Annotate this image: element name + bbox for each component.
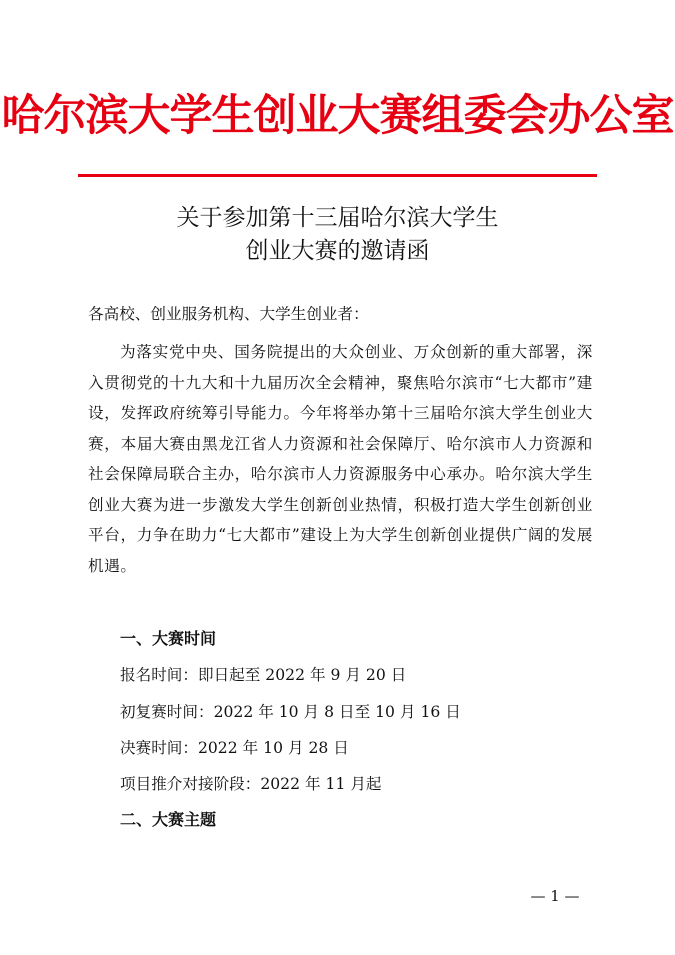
salutation: 各高校、创业服务机构、大学生创业者： [88, 305, 369, 323]
schedule-final: 决赛时间：2022 年 10 月 28 日 [120, 739, 349, 757]
schedule-registration: 报名时间：即日起至 2022 年 9 月 20 日 [120, 666, 407, 684]
schedule-promotion: 项目推介对接阶段：2022 年 11 月起 [120, 775, 382, 793]
section-heading-time: 一、大赛时间 [120, 629, 217, 648]
letterhead-title: 哈尔滨大学生创业大赛组委会办公室 [1, 91, 674, 141]
body-paragraph: 为落实党中央、国务院提出的大众创业、万众创新的重大部署，深入贯彻党的十九大和十九届历次全会精神，聚焦哈尔滨市“七大都市”建设，发挥政府统筹引导能力。今年将举办第十三届哈尔滨大学生创业大赛，本届大赛由黑龙江省人力资源和社会保障厅、哈尔滨市人力资源和社会保障局联合主办，哈尔滨市人力资源服务中心承办。哈尔滨大学生创业大赛为进一步激发大学生创新创业热情，积极打造大学生创新创业平台，力争在助力“七大都市”建设上为大学生创新创业提供广阔的发展机遇。 [88, 343, 593, 575]
schedule-preliminary: 初复赛时间：2022 年 10 月 8 日至 10 月 16 日 [120, 703, 461, 721]
document-title [0, 202, 675, 268]
title-line-1: 关于参加第十三届哈尔滨大学生 [176, 205, 499, 231]
page-number: — 1 — [530, 887, 580, 905]
title-line-2: 创业大赛的邀请函 [245, 238, 430, 264]
letterhead-red-rule [78, 174, 597, 177]
section-heading-theme: 二、大赛主题 [120, 810, 217, 829]
